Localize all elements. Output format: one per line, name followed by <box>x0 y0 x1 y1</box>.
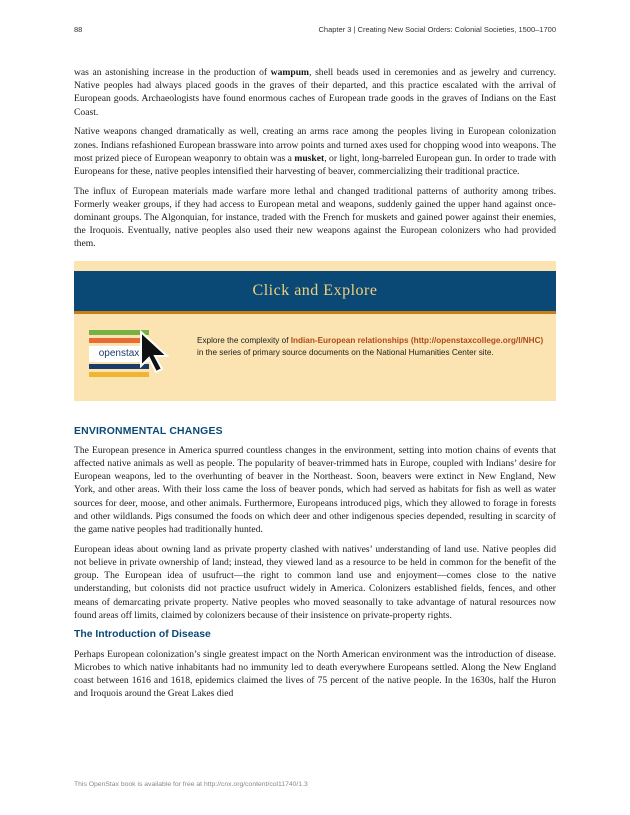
paragraph-weapons <box>74 125 556 178</box>
paragraph-disease: Perhaps European colonization’s single greatest impact on the North American environment was the introduction of disease. Microbes to which native inhabitants had no immunity led to death everywhere Europeans settled. Along the New England coast between 1616 and 1618, epidemics claimed the lives of 75 percent of the native people. In the 1630s, half the Huron and Iroquois around the Great Lakes died <box>74 648 556 700</box>
subsection-heading: The Introduction of Disease <box>74 629 211 641</box>
page-footer: This OpenStax book is available for free at http://cnx.org/content/col11740/1.3 <box>74 781 308 788</box>
text-run: was an astonishing increase in the production of <box>74 67 271 78</box>
text-run: , or light, long-barreled European gun. In order to trade with Europeans for these, native peoples intensified their harvesting of beaver, commercializing their traditional practice. <box>74 152 556 177</box>
paragraph-environment-2: European ideas about owning land as private property clashed with natives’ understanding of land use. Native peoples did not believe in private ownership of land; instead, they viewed land as a resource to be held in common for the benefit of the group. The European idea of usufruct—the right to common land use and enjoyment—comes close to the native understanding, but colonists did not practice usufruct widely in America. Colonizers established fields, fences, and other means of demarcating private property. Native peoples who moved seasonally to take advantage of natural resources now found areas off limits, claimed by colonizers because of their insistence on private-property rights. <box>74 543 556 621</box>
main-content <box>74 66 556 707</box>
paragraph-environment-1: The European presence in America spurred countless changes in the environment, setting into motion chains of events that affected native animals as well as people. The popularity of beaver-trimmed hats in Europe, coupled with Indians’ desire for European weapons, led to the overhunting of beaver in the Northeast. Soon, beavers were extinct in New England, New York, and other areas. With their loss came the loss of beaver ponds, which had served as habitats for fish as well as water sources for deer, moose, and other animals. Furthermore, Europeans introduced pigs, which they allowed to forage in forests and other wildlands. Pigs consumed the foods on which deer and other indigenous species depended, resulting in scarcity of the game native peoples had traditionally hunted. <box>74 444 556 536</box>
text-run: The influx of European materials made warfare more lethal and changed traditional patterns of authority among tribes. Formerly weaker groups, if they had access to European metal and weapons, suddenly gained the upper hand against once-dominant groups. The Algonquian, for instance, traded with the French for muskets and gained power against their enemies, the Iroquois. Eventually, native peoples also used their new weapons against the European colonizers who had provided them. <box>74 185 556 250</box>
callout-body <box>74 311 556 384</box>
section-heading: ENVIRONMENTAL CHANGES <box>74 425 223 437</box>
callout-text: Explore the complexity of Indian-European relationships (http://openstaxcollege.org/l/NHC) in the series of primary source documents on the National Humanities Center site. <box>197 335 544 358</box>
running-title: Chapter 3 | Creating New Social Orders: Colonial Societies, 1500–1700 <box>318 25 556 34</box>
key-term: musket <box>294 152 325 164</box>
paragraph-materials <box>74 185 556 251</box>
openstax-logo <box>89 326 179 384</box>
page-number: 88 <box>74 25 83 34</box>
click-and-explore-box <box>74 261 556 401</box>
nhc-link[interactable]: Indian-European relationships (http://openstaxcollege.org/l/NHC) <box>290 335 544 345</box>
key-term: wampum <box>270 67 310 78</box>
text-run: , shell beads used in ceremonies and as jewelry and currency. Native peoples had always placed goods in the graves of their departed, and this practice escalated with the arrival of European goods. Archaeologists have found enormous caches of European trade goods in the graves of Indians on the East Coast. <box>74 67 556 118</box>
page-header <box>74 25 556 34</box>
text-run: Native weapons changed dramatically as well, creating an arms race among the peoples living in European colonization zones. Indians refashioned European brassware into arrow points and turned axes used for chopping wood into weapons. The most prized piece of European weaponry to obtain was a <box>74 126 556 164</box>
openstax-logo-text: openstax <box>89 346 149 362</box>
cursor-arrow-icon <box>139 330 173 374</box>
callout-title-bar <box>74 271 556 311</box>
callout-title: Click and Explore <box>252 282 378 300</box>
paragraph-wampum <box>74 66 556 119</box>
